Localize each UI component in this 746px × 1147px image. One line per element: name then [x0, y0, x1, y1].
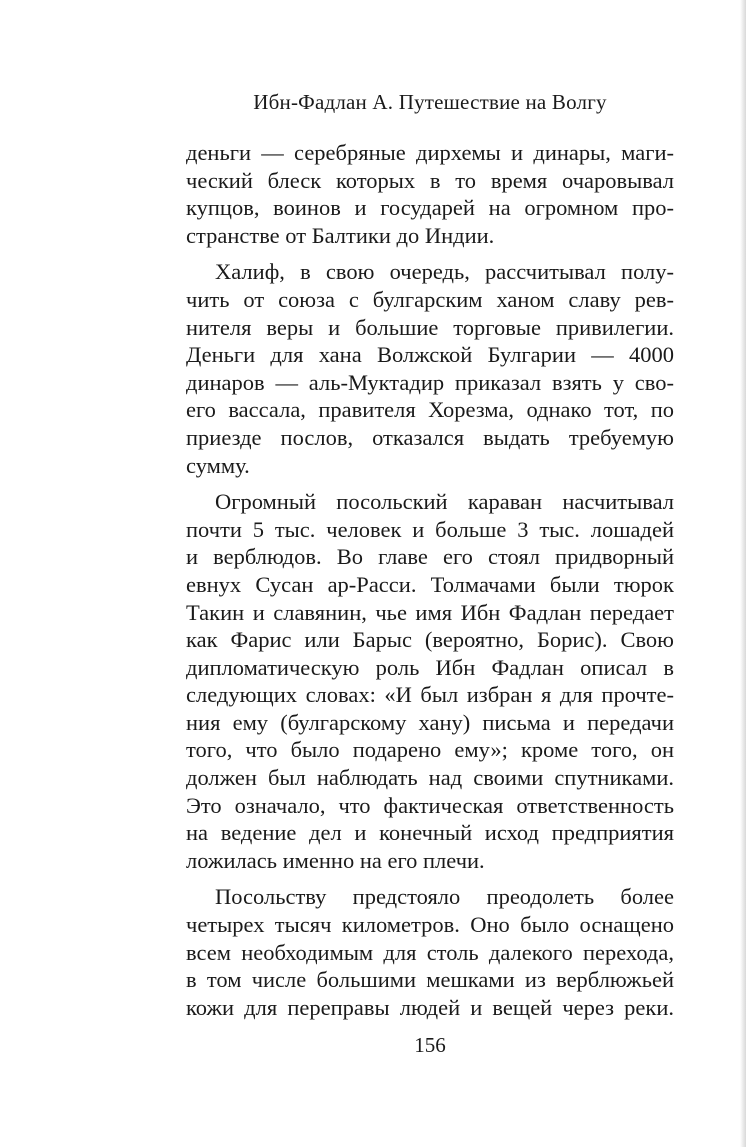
- text-line: ческий блеск которых в то время очаровывал: [186, 167, 674, 193]
- text-line: почти 5 тыс. человек и больше 3 тыс. лошадей: [186, 516, 674, 542]
- text-line: евнух Сусан ар-Расси. Толмачами были тюрок: [186, 571, 674, 597]
- text-line: купцов, воинов и государей на огромном про-: [186, 195, 674, 221]
- text-line: нителя веры и большие торговые привилегии.: [186, 314, 674, 340]
- text-line: всем необходимым для столь далекого перехода,: [186, 939, 674, 965]
- text-line: четырех тысяч километров. Оно было оснащено: [186, 912, 674, 938]
- running-head: Ибн-Фадлан А. Путешествие на Волгу: [253, 90, 607, 114]
- text-line: кожи для переправы людей и вещей через реки.: [186, 994, 674, 1020]
- paragraph-1: [186, 139, 674, 249]
- text-line: его вассала, правителя Хорезма, однако тот, по: [186, 397, 674, 423]
- text-line: странстве от Балтики до Индии.: [186, 222, 495, 248]
- paragraph-4: [186, 883, 674, 1021]
- text-line: как Фарис или Барыс (вероятно, Борис). Свою: [186, 627, 674, 653]
- text-line: должен был наблюдать над своими спутниками.: [186, 765, 674, 791]
- text-line: Деньги для хана Волжской Булгарии — 4000: [186, 342, 674, 368]
- text-line: приезде послов, отказался выдать требуемую: [186, 424, 674, 450]
- text-line: Огромный посольский караван насчитывал: [215, 489, 674, 515]
- text-line: чить от союза с булгарским ханом славу рев-: [186, 286, 674, 312]
- text-line: дипломатическую роль Ибн Фадлан описал в: [186, 654, 674, 680]
- text-line: динаров — аль-Муктадир приказал взять у сво-: [186, 369, 674, 395]
- paragraph-3: [186, 488, 674, 874]
- text-line: Посольству предстояло преодолеть более: [215, 884, 674, 910]
- page-edge-shadow: [740, 0, 746, 1147]
- text-line: Это означало, что фактическая ответственность: [186, 792, 674, 818]
- text-line: в том числе большими мешками из верблюжьей: [186, 967, 674, 993]
- text-line: Халиф, в свою очередь, рассчитывал полу-: [215, 259, 674, 285]
- page-number: 156: [414, 1033, 446, 1057]
- text-line: Такин и славянин, чье имя Ибн Фадлан передает: [186, 599, 674, 625]
- text-line: того, что было подарено ему»; кроме того, он: [186, 737, 674, 763]
- body-text: [186, 139, 674, 1030]
- text-line: деньги — серебряные дирхемы и динары, маги-: [186, 140, 674, 165]
- text-line: следующих словах: «И был избран я для прочте-: [186, 682, 674, 708]
- text-line: ложилась именно на его плечи.: [186, 847, 485, 873]
- text-line: сумму.: [186, 452, 250, 478]
- text-line: и верблюдов. Во главе его стоял придворный: [186, 544, 674, 570]
- text-line: на ведение дел и конечный исход предприятия: [186, 820, 674, 846]
- paragraph-2: [186, 258, 674, 479]
- text-line: ния ему (булгарскому хану) письма и передачи: [186, 709, 674, 735]
